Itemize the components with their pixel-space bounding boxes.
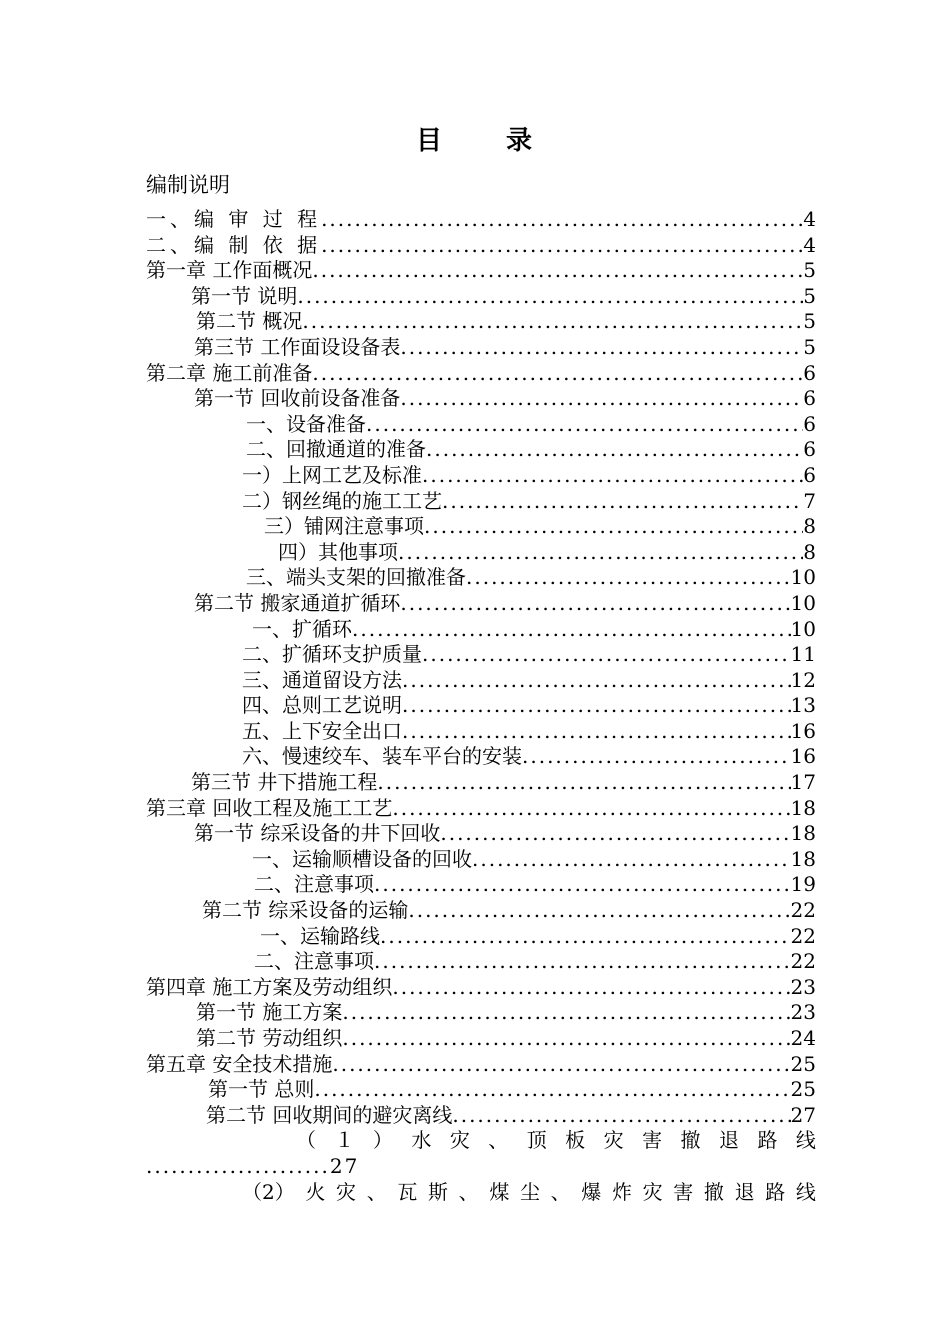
compilation-note-heading: 编制说明 [146, 173, 230, 197]
toc-leader-dots [321, 233, 803, 259]
toc-leader-dots [374, 949, 791, 975]
toc-entry-label: 一、设备准备 [246, 411, 366, 436]
toc-entry-label: 二、回撤通道的准备 [246, 437, 426, 462]
toc-leader-dots [342, 1000, 790, 1026]
toc-entry-water-disaster-tail: ......................27 [146, 1153, 360, 1178]
toc-entry-page: 12 [790, 667, 816, 692]
toc-leader-dots [522, 744, 791, 770]
toc-entry-char: 路 [765, 1179, 786, 1204]
toc-entry-label: 第一节 总则 [208, 1077, 315, 1102]
toc-entry-page: 10 [790, 565, 816, 590]
toc-entry-label: 三、端头支架的回撤准备 [246, 565, 466, 590]
page-title [0, 120, 950, 157]
toc-entry-label: 第二节 回收期间的避灾离线 [206, 1102, 453, 1127]
toc-entry-page: 5 [803, 334, 816, 359]
toc-entry-char: 、 [550, 1179, 571, 1204]
toc-entry-label: 二、编 制 依 据 [146, 232, 322, 257]
toc-entry-label: 一）上网工艺及标准 [242, 462, 422, 487]
toc-entry-page: 27 [790, 1102, 816, 1127]
title-char-left: 目 [415, 126, 444, 156]
toc-entry-char: 线 [795, 1179, 816, 1204]
toc-leader-dots [380, 924, 791, 950]
toc-entry[interactable] [146, 437, 816, 463]
toc-leader-dots [402, 693, 791, 719]
toc-entry-label: 第三节 井下措施工程 [191, 770, 378, 795]
toc-leader-dots [466, 565, 791, 591]
toc-entry-page: 6 [803, 437, 816, 462]
toc-entry-page: 10 [790, 590, 816, 615]
toc-entry[interactable] [146, 1077, 816, 1103]
toc-entry-char: 灾 [336, 1179, 357, 1204]
toc-leader-dots [312, 258, 803, 284]
toc-leader-dots [402, 668, 791, 694]
toc-entry-label: 第三章 回收工程及施工工艺 [146, 795, 393, 820]
toc-leader-dots [366, 412, 803, 438]
toc-entry[interactable] [146, 693, 816, 719]
toc-entry-page: 22 [790, 949, 816, 974]
toc-leader-dots [377, 770, 790, 796]
toc-entry-char: 尘 [519, 1179, 540, 1204]
toc-entry-char: （ [296, 1128, 316, 1153]
toc-entry-page: 22 [790, 898, 816, 923]
toc-entry-page: 23 [790, 1000, 816, 1025]
toc-entry[interactable] [146, 591, 816, 617]
toc-entry[interactable] [146, 744, 816, 770]
toc-leader-dots [332, 1052, 790, 1078]
toc-entry-label: 四）其他事项 [278, 539, 398, 564]
toc-leader-dots [400, 591, 790, 617]
toc-entry[interactable] [146, 463, 816, 489]
toc-entry[interactable] [146, 949, 816, 975]
toc-entry[interactable] [146, 386, 816, 412]
toc-entry-label: 第二章 施工前准备 [146, 360, 313, 385]
toc-entry-page: 6 [803, 386, 816, 411]
table-of-contents [146, 207, 816, 1205]
toc-entry[interactable] [146, 719, 816, 745]
toc-entry[interactable] [146, 872, 816, 898]
toc-entry[interactable] [146, 489, 816, 515]
toc-entry-label: 第一节 说明 [191, 283, 298, 308]
toc-entry-label: 第三节 工作面设设备表 [194, 334, 401, 359]
toc-entry-page: 5 [803, 258, 816, 283]
toc-leader-dots [400, 386, 803, 412]
toc-entry-label: 一、运输路线 [260, 923, 380, 948]
toc-entry-page: 5 [803, 309, 816, 334]
toc-leader-dots [312, 361, 803, 387]
toc-entry-char: 炸 [611, 1179, 632, 1204]
toc-entry-page: 25 [790, 1051, 816, 1076]
toc-leader-dots [398, 540, 803, 566]
toc-entry-fire-gas-disaster[interactable] [146, 1180, 816, 1206]
toc-entry-page: 17 [790, 770, 816, 795]
toc-entry-char: 退 [718, 1128, 739, 1153]
toc-entry[interactable] [146, 258, 816, 284]
toc-entry[interactable] [146, 284, 816, 310]
toc-entry-page: 19 [790, 872, 816, 897]
toc-entry-page: 25 [790, 1077, 816, 1102]
toc-entry[interactable] [146, 233, 816, 259]
toc-entry[interactable] [146, 1026, 816, 1052]
toc-entry[interactable] [146, 642, 816, 668]
toc-leader-dots [400, 335, 803, 361]
toc-entry-char: 顶 [526, 1128, 547, 1153]
toc-entry-label: 第一章 工作面概况 [146, 258, 313, 283]
toc-entry-page: 16 [790, 718, 816, 743]
toc-entry-char: 撤 [680, 1128, 701, 1153]
toc-leader-dots [342, 1026, 790, 1052]
toc-entry-page: 8 [803, 539, 816, 564]
toc-entry-char: 、 [366, 1179, 387, 1204]
toc-leader-dots [472, 847, 791, 873]
toc-entry[interactable] [146, 540, 816, 566]
toc-entry-char: 撤 [703, 1179, 724, 1204]
toc-entry-label: 第一节 综采设备的井下回收 [194, 821, 441, 846]
toc-entry-page: 7 [803, 488, 816, 513]
toc-leader-dots [442, 489, 803, 515]
toc-entry[interactable] [146, 514, 816, 540]
toc-entry-page: 8 [803, 514, 816, 539]
toc-entry-char: 灾 [603, 1128, 624, 1153]
toc-entry-page: 18 [790, 795, 816, 820]
toc-entry[interactable] [146, 335, 816, 361]
toc-entry-char: 板 [565, 1128, 586, 1153]
toc-leader-dots [452, 1103, 790, 1129]
toc-leader-dots [392, 975, 790, 1001]
toc-entry[interactable] [146, 898, 816, 924]
toc-entry-char: 退 [734, 1179, 755, 1204]
toc-entry-page: 13 [790, 693, 816, 718]
toc-leader-dots [374, 872, 791, 898]
toc-entry-label: 三、通道留设方法 [242, 667, 402, 692]
toc-entry-label: 六、慢速绞车、装车平台的安装 [242, 744, 522, 769]
toc-entry-label: 第一节 施工方案 [196, 1000, 343, 1025]
toc-entry-label: 五、上下安全出口 [242, 718, 402, 743]
toc-entry[interactable] [146, 309, 816, 335]
toc-entry-page: 22 [790, 923, 816, 948]
toc-entry[interactable] [146, 565, 816, 591]
toc-entry-page: 6 [803, 462, 816, 487]
toc-entry-label: 第五章 安全技术措施 [146, 1051, 333, 1076]
toc-entry-page: 4 [803, 232, 816, 257]
toc-entry-page: 18 [790, 846, 816, 871]
toc-entry-label: 一、扩循环 [252, 616, 352, 641]
toc-entry-label: 一、编 审 过 程 [146, 207, 322, 231]
toc-leader-dots [297, 284, 803, 310]
toc-entry[interactable] [146, 847, 816, 873]
toc-leader-dots [352, 617, 791, 643]
toc-leader-dots [424, 514, 803, 540]
toc-entry-page: 24 [790, 1026, 816, 1050]
toc-leader-dots [321, 207, 803, 233]
toc-entry[interactable] [146, 1000, 816, 1026]
toc-entry-page: 16 [790, 744, 816, 769]
toc-entry[interactable] [146, 924, 816, 950]
toc-entry[interactable] [146, 1052, 816, 1078]
toc-entry-page: 6 [803, 411, 816, 436]
toc-entry-label: 二）钢丝绳的施工工艺 [242, 488, 442, 513]
toc-entry-label: 二、注意事项 [254, 872, 374, 897]
toc-entry-label: 四、总则工艺说明 [242, 693, 402, 718]
toc-entry-char: 灾 [642, 1179, 663, 1204]
toc-entry-char: １ [334, 1128, 355, 1153]
toc-leader-dots [426, 437, 803, 463]
toc-entry[interactable] [146, 796, 816, 822]
toc-entry-label: 三）铺网注意事项 [264, 514, 424, 539]
toc-entry-water-disaster[interactable] [146, 1128, 816, 1154]
toc-entry-page: 10 [790, 616, 816, 641]
toc-entry-char: 煤 [489, 1179, 510, 1204]
toc-entry[interactable] [146, 361, 816, 387]
toc-entry-page: 5 [803, 283, 816, 308]
toc-entry-char: 灾 [449, 1128, 470, 1153]
toc-entry[interactable] [146, 1103, 816, 1129]
toc-entry-label: 第二节 劳动组织 [196, 1026, 343, 1050]
toc-entry[interactable] [146, 821, 816, 847]
toc-entry-char: 线 [795, 1128, 816, 1153]
toc-leader-dots [422, 642, 791, 668]
toc-entry-char: 斯 [428, 1179, 449, 1204]
toc-entry[interactable] [146, 412, 816, 438]
toc-entry[interactable] [146, 770, 816, 796]
toc-leader-dots [422, 463, 803, 489]
toc-entry-char: 、 [488, 1128, 509, 1153]
toc-entry-char: （2） [242, 1179, 295, 1204]
toc-leader-dots [440, 821, 790, 847]
toc-entry-label: 第四章 施工方案及劳动组织 [146, 974, 393, 999]
toc-leader-dots [408, 898, 790, 924]
toc-entry-label: 第二节 搬家通道扩循环 [194, 590, 401, 615]
toc-entry-char: 路 [757, 1128, 778, 1153]
toc-entry-char: 爆 [581, 1179, 602, 1204]
toc-entry-label: 第一节 回收前设备准备 [194, 386, 401, 411]
title-char-right: 录 [506, 126, 535, 156]
toc-leader-dots [402, 719, 791, 745]
toc-entry-char: 害 [642, 1128, 663, 1153]
toc-leader-dots [392, 796, 790, 822]
toc-entry[interactable] [146, 207, 816, 233]
toc-entry-char: ） [372, 1128, 393, 1153]
toc-entry-page: 6 [803, 360, 816, 385]
toc-entry-label: 第二节 综采设备的运输 [202, 898, 409, 923]
toc-entry-char: 瓦 [397, 1179, 418, 1204]
toc-entry-page: 4 [803, 207, 816, 231]
toc-entry-char: 水 [411, 1128, 432, 1153]
toc-entry-char: 火 [305, 1179, 326, 1204]
toc-entry-char: 、 [458, 1179, 479, 1204]
toc-entry-label: 二、扩循环支护质量 [242, 642, 422, 667]
toc-entry-label: 第二节 概况 [196, 309, 303, 334]
toc-entry[interactable] [146, 617, 816, 643]
toc-entry-char: 害 [673, 1179, 694, 1204]
toc-leader-dots [314, 1077, 790, 1103]
toc-leader-dots [302, 309, 803, 335]
toc-entry[interactable] [146, 975, 816, 1001]
toc-entry-page: 11 [790, 642, 816, 667]
toc-entry-label: 一、运输顺槽设备的回收 [252, 846, 472, 871]
toc-entry[interactable] [146, 668, 816, 694]
toc-entry-page: 23 [790, 974, 816, 999]
toc-entry-label: 二、注意事项 [254, 949, 374, 974]
toc-entry-page: 18 [790, 821, 816, 846]
